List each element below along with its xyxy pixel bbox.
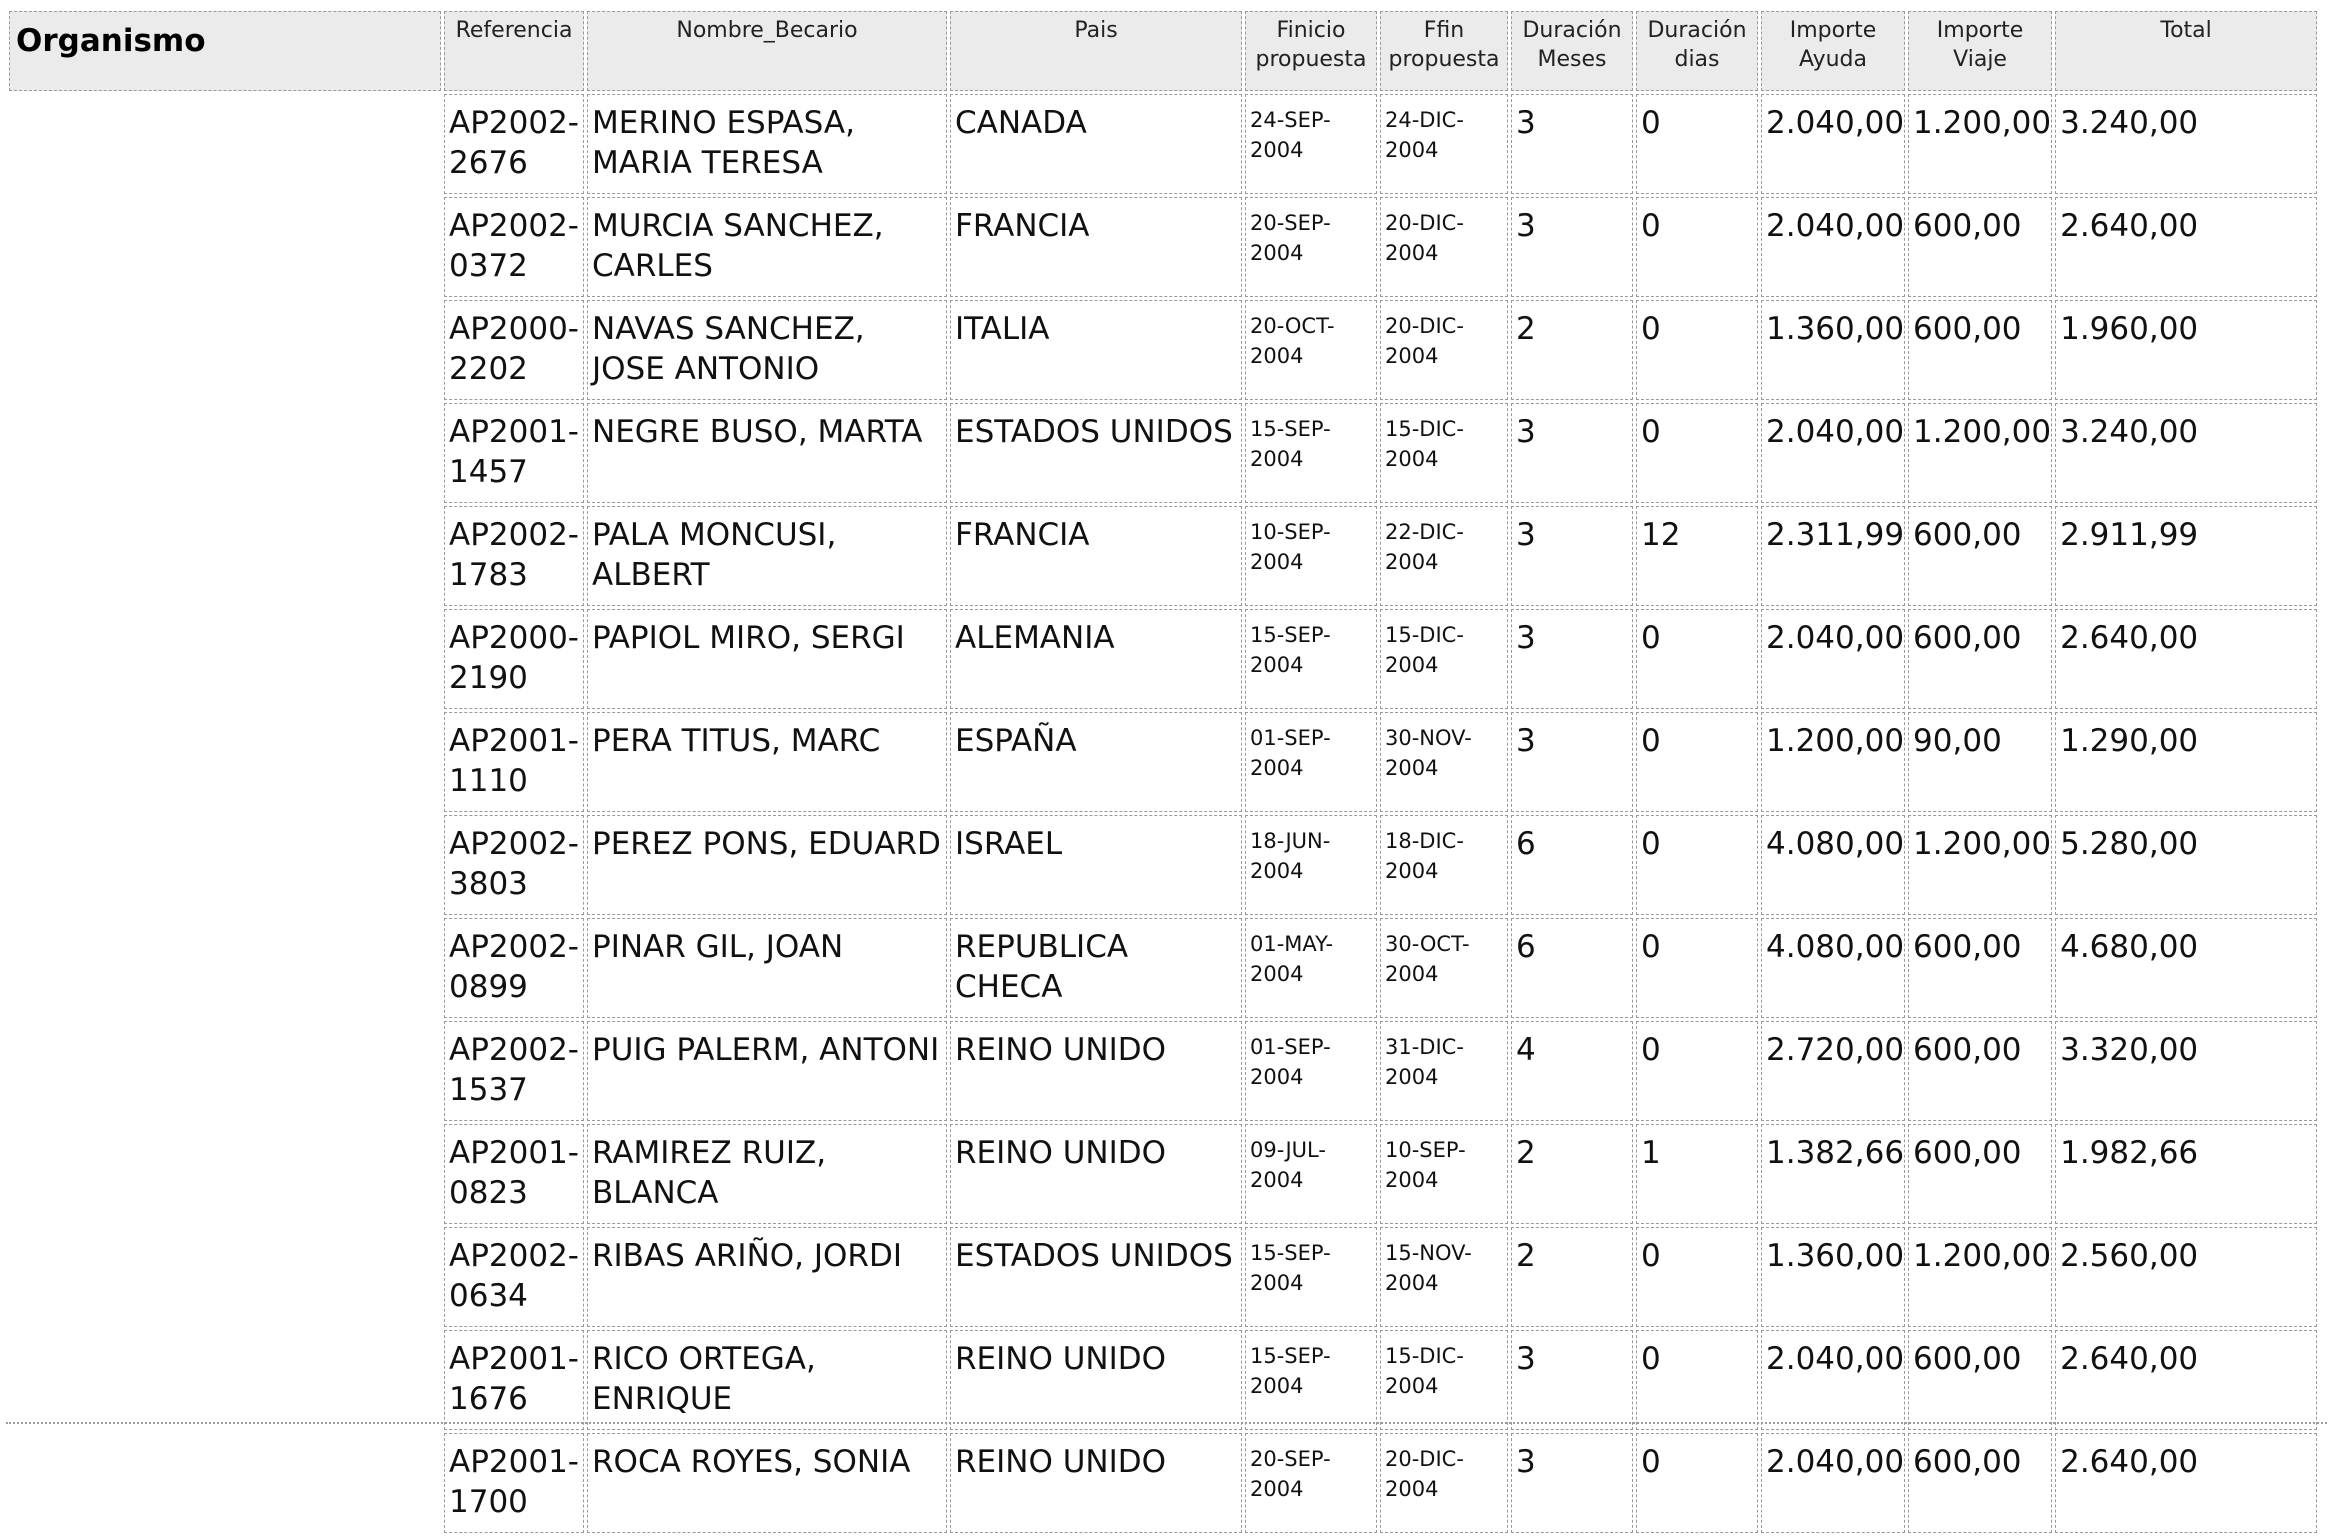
cell-organismo — [9, 403, 441, 503]
cell-ffin-propuesta: 15-NOV-2004 — [1380, 1227, 1508, 1327]
cell-pais: ITALIA — [950, 300, 1242, 400]
cell-duracion-dias: 0 — [1636, 403, 1758, 503]
cell-duracion-dias: 0 — [1636, 1330, 1758, 1430]
cell-finicio-propuesta: 15-SEP-2004 — [1245, 609, 1377, 709]
cell-organismo — [9, 94, 441, 194]
cell-nombre-becario: NAVAS SANCHEZ, JOSE ANTONIO — [587, 300, 947, 400]
cell-importe-viaje: 600,00 — [1908, 1021, 2052, 1121]
cell-nombre-becario: ROCA ROYES, SONIA — [587, 1433, 947, 1533]
cell-nombre-becario: PALA MONCUSI, ALBERT — [587, 506, 947, 606]
cell-finicio-propuesta: 20-SEP-2004 — [1245, 197, 1377, 297]
cell-importe-viaje: 1.200,00 — [1908, 1227, 2052, 1327]
cell-total: 2.640,00 — [2055, 1433, 2317, 1533]
cell-pais: CANADA — [950, 94, 1242, 194]
cell-organismo — [9, 300, 441, 400]
cell-finicio-propuesta: 15-SEP-2004 — [1245, 1330, 1377, 1430]
header-importe-ayuda: Importe Ayuda — [1761, 11, 1905, 91]
cell-duracion-meses: 3 — [1511, 1330, 1633, 1430]
cell-ffin-propuesta: 15-DIC-2004 — [1380, 403, 1508, 503]
cell-finicio-propuesta: 18-JUN-2004 — [1245, 815, 1377, 915]
table-row — [9, 197, 2317, 297]
cell-ffin-propuesta: 30-NOV-2004 — [1380, 712, 1508, 812]
table-row — [9, 300, 2317, 400]
table-row — [9, 94, 2317, 194]
cell-importe-viaje: 1.200,00 — [1908, 815, 2052, 915]
cell-ffin-propuesta: 15-DIC-2004 — [1380, 1330, 1508, 1430]
cell-referencia: AP2001-1457 — [444, 403, 584, 503]
cell-duracion-meses: 3 — [1511, 712, 1633, 812]
cell-duracion-dias: 0 — [1636, 94, 1758, 194]
cell-importe-ayuda: 2.040,00 — [1761, 1433, 1905, 1533]
header-organismo: Organismo — [9, 11, 441, 91]
cell-importe-ayuda: 1.360,00 — [1761, 1227, 1905, 1327]
table-row — [9, 1433, 2317, 1533]
cell-duracion-dias: 0 — [1636, 1433, 1758, 1533]
table-row — [9, 506, 2317, 606]
cell-duracion-dias: 0 — [1636, 197, 1758, 297]
cell-importe-ayuda: 2.040,00 — [1761, 94, 1905, 194]
cell-total: 2.911,99 — [2055, 506, 2317, 606]
cell-importe-viaje: 1.200,00 — [1908, 94, 2052, 194]
cell-duracion-meses: 3 — [1511, 403, 1633, 503]
cell-duracion-meses: 3 — [1511, 506, 1633, 606]
cell-organismo — [9, 815, 441, 915]
cell-finicio-propuesta: 20-OCT-2004 — [1245, 300, 1377, 400]
cell-total: 2.560,00 — [2055, 1227, 2317, 1327]
cell-referencia: AP2002-0899 — [444, 918, 584, 1018]
cell-referencia: AP2001-1700 — [444, 1433, 584, 1533]
cell-duracion-dias: 0 — [1636, 815, 1758, 915]
cell-ffin-propuesta: 15-DIC-2004 — [1380, 609, 1508, 709]
cell-duracion-meses: 2 — [1511, 1124, 1633, 1224]
table-row — [9, 1330, 2317, 1430]
cell-referencia: AP2002-3803 — [444, 815, 584, 915]
cell-finicio-propuesta: 15-SEP-2004 — [1245, 403, 1377, 503]
cell-finicio-propuesta: 20-SEP-2004 — [1245, 1433, 1377, 1533]
cell-duracion-meses: 3 — [1511, 1433, 1633, 1533]
cell-nombre-becario: PAPIOL MIRO, SERGI — [587, 609, 947, 709]
cell-referencia: AP2002-0372 — [444, 197, 584, 297]
cell-total: 1.290,00 — [2055, 712, 2317, 812]
cell-importe-ayuda: 2.040,00 — [1761, 403, 1905, 503]
cell-total: 3.240,00 — [2055, 403, 2317, 503]
cell-importe-viaje: 600,00 — [1908, 197, 2052, 297]
cell-organismo — [9, 609, 441, 709]
cell-total: 3.240,00 — [2055, 94, 2317, 194]
header-referencia: Referencia — [444, 11, 584, 91]
cell-ffin-propuesta: 22-DIC-2004 — [1380, 506, 1508, 606]
table-row — [9, 609, 2317, 709]
cell-duracion-dias: 12 — [1636, 506, 1758, 606]
cell-organismo — [9, 1227, 441, 1327]
cell-organismo — [9, 1021, 441, 1121]
cell-organismo — [9, 918, 441, 1018]
cell-duracion-meses: 3 — [1511, 94, 1633, 194]
cell-total: 5.280,00 — [2055, 815, 2317, 915]
cell-pais: REINO UNIDO — [950, 1330, 1242, 1430]
cell-duracion-meses: 2 — [1511, 1227, 1633, 1327]
cell-nombre-becario: PINAR GIL, JOAN — [587, 918, 947, 1018]
header-pais: Pais — [950, 11, 1242, 91]
cell-total: 4.680,00 — [2055, 918, 2317, 1018]
cell-nombre-becario: MURCIA SANCHEZ, CARLES — [587, 197, 947, 297]
cell-ffin-propuesta: 20-DIC-2004 — [1380, 1433, 1508, 1533]
cell-pais: FRANCIA — [950, 197, 1242, 297]
cell-importe-ayuda: 1.382,66 — [1761, 1124, 1905, 1224]
cell-pais: ESTADOS UNIDOS — [950, 403, 1242, 503]
cell-ffin-propuesta: 24-DIC-2004 — [1380, 94, 1508, 194]
cell-pais: ALEMANIA — [950, 609, 1242, 709]
cell-organismo — [9, 506, 441, 606]
cell-importe-viaje: 600,00 — [1908, 300, 2052, 400]
cell-nombre-becario: MERINO ESPASA, MARIA TERESA — [587, 94, 947, 194]
cell-duracion-meses: 3 — [1511, 609, 1633, 709]
cell-nombre-becario: RICO ORTEGA, ENRIQUE — [587, 1330, 947, 1430]
header-ffin-propuesta: Ffin propuesta — [1380, 11, 1508, 91]
cell-pais: ISRAEL — [950, 815, 1242, 915]
header-importe-viaje: Importe Viaje — [1908, 11, 2052, 91]
table-row — [9, 1021, 2317, 1121]
cell-nombre-becario: RAMIREZ RUIZ, BLANCA — [587, 1124, 947, 1224]
cell-importe-ayuda: 1.360,00 — [1761, 300, 1905, 400]
cell-total: 2.640,00 — [2055, 609, 2317, 709]
cell-importe-ayuda: 2.040,00 — [1761, 197, 1905, 297]
cell-importe-viaje: 600,00 — [1908, 506, 2052, 606]
cell-nombre-becario: PERA TITUS, MARC — [587, 712, 947, 812]
cell-importe-ayuda: 1.200,00 — [1761, 712, 1905, 812]
cell-organismo — [9, 712, 441, 812]
header-row — [9, 11, 2317, 91]
cell-pais: REINO UNIDO — [950, 1433, 1242, 1533]
cell-duracion-meses: 6 — [1511, 918, 1633, 1018]
cell-importe-viaje: 90,00 — [1908, 712, 2052, 812]
cell-ffin-propuesta: 20-DIC-2004 — [1380, 197, 1508, 297]
header-finicio-propuesta: Finicio propuesta — [1245, 11, 1377, 91]
cell-importe-ayuda: 2.040,00 — [1761, 609, 1905, 709]
cell-duracion-meses: 4 — [1511, 1021, 1633, 1121]
cell-nombre-becario: NEGRE BUSO, MARTA — [587, 403, 947, 503]
cell-importe-ayuda: 2.720,00 — [1761, 1021, 1905, 1121]
cell-duracion-dias: 0 — [1636, 1227, 1758, 1327]
cell-organismo — [9, 1330, 441, 1430]
cell-ffin-propuesta: 31-DIC-2004 — [1380, 1021, 1508, 1121]
cell-finicio-propuesta: 10-SEP-2004 — [1245, 506, 1377, 606]
cell-duracion-dias: 0 — [1636, 300, 1758, 400]
table-row — [9, 918, 2317, 1018]
bottom-divider — [6, 1422, 2329, 1424]
cell-referencia: AP2001-0823 — [444, 1124, 584, 1224]
cell-pais: REPUBLICA CHECA — [950, 918, 1242, 1018]
cell-total: 1.960,00 — [2055, 300, 2317, 400]
cell-ffin-propuesta: 20-DIC-2004 — [1380, 300, 1508, 400]
cell-importe-ayuda: 4.080,00 — [1761, 815, 1905, 915]
grant-rows — [9, 94, 2317, 1533]
table-row — [9, 815, 2317, 915]
cell-pais: ESPAÑA — [950, 712, 1242, 812]
cell-pais: FRANCIA — [950, 506, 1242, 606]
cell-ffin-propuesta: 10-SEP-2004 — [1380, 1124, 1508, 1224]
cell-organismo — [9, 1433, 441, 1533]
cell-importe-viaje: 600,00 — [1908, 609, 2052, 709]
cell-nombre-becario: RIBAS ARIÑO, JORDI — [587, 1227, 947, 1327]
cell-referencia: AP2000-2202 — [444, 300, 584, 400]
cell-referencia: AP2001-1676 — [444, 1330, 584, 1430]
cell-importe-viaje: 600,00 — [1908, 918, 2052, 1018]
table-row — [9, 403, 2317, 503]
cell-importe-ayuda: 2.311,99 — [1761, 506, 1905, 606]
cell-ffin-propuesta: 30-OCT-2004 — [1380, 918, 1508, 1018]
cell-duracion-meses: 2 — [1511, 300, 1633, 400]
header-total: Total — [2055, 11, 2317, 91]
cell-finicio-propuesta: 01-SEP-2004 — [1245, 1021, 1377, 1121]
cell-referencia: AP2001-1110 — [444, 712, 584, 812]
cell-finicio-propuesta: 09-JUL-2004 — [1245, 1124, 1377, 1224]
cell-duracion-dias: 1 — [1636, 1124, 1758, 1224]
cell-referencia: AP2000-2190 — [444, 609, 584, 709]
cell-importe-ayuda: 2.040,00 — [1761, 1330, 1905, 1430]
grants-document — [6, 8, 2320, 1536]
cell-pais: REINO UNIDO — [950, 1124, 1242, 1224]
cell-referencia: AP2002-2676 — [444, 94, 584, 194]
cell-importe-viaje: 1.200,00 — [1908, 403, 2052, 503]
cell-duracion-meses: 3 — [1511, 197, 1633, 297]
cell-duracion-dias: 0 — [1636, 609, 1758, 709]
cell-nombre-becario: PEREZ PONS, EDUARD — [587, 815, 947, 915]
cell-ffin-propuesta: 18-DIC-2004 — [1380, 815, 1508, 915]
table-row — [9, 712, 2317, 812]
cell-finicio-propuesta: 01-MAY-2004 — [1245, 918, 1377, 1018]
cell-total: 2.640,00 — [2055, 197, 2317, 297]
cell-importe-viaje: 600,00 — [1908, 1433, 2052, 1533]
table-row — [9, 1124, 2317, 1224]
cell-total: 3.320,00 — [2055, 1021, 2317, 1121]
cell-referencia: AP2002-0634 — [444, 1227, 584, 1327]
cell-referencia: AP2002-1537 — [444, 1021, 584, 1121]
header-duracion-dias: Duración dias — [1636, 11, 1758, 91]
cell-finicio-propuesta: 15-SEP-2004 — [1245, 1227, 1377, 1327]
grants-table — [6, 8, 2320, 1536]
cell-total: 2.640,00 — [2055, 1330, 2317, 1430]
header-duracion-meses: Duración Meses — [1511, 11, 1633, 91]
cell-referencia: AP2002-1783 — [444, 506, 584, 606]
cell-importe-ayuda: 4.080,00 — [1761, 918, 1905, 1018]
cell-pais: ESTADOS UNIDOS — [950, 1227, 1242, 1327]
cell-importe-viaje: 600,00 — [1908, 1330, 2052, 1430]
cell-finicio-propuesta: 01-SEP-2004 — [1245, 712, 1377, 812]
cell-organismo — [9, 1124, 441, 1224]
header-nombre-becario: Nombre_Becario — [587, 11, 947, 91]
table-row — [9, 1227, 2317, 1327]
cell-duracion-dias: 0 — [1636, 918, 1758, 1018]
cell-nombre-becario: PUIG PALERM, ANTONI — [587, 1021, 947, 1121]
cell-finicio-propuesta: 24-SEP-2004 — [1245, 94, 1377, 194]
cell-pais: REINO UNIDO — [950, 1021, 1242, 1121]
cell-total: 1.982,66 — [2055, 1124, 2317, 1224]
cell-duracion-meses: 6 — [1511, 815, 1633, 915]
cell-duracion-dias: 0 — [1636, 712, 1758, 812]
cell-duracion-dias: 0 — [1636, 1021, 1758, 1121]
cell-importe-viaje: 600,00 — [1908, 1124, 2052, 1224]
cell-organismo — [9, 197, 441, 297]
